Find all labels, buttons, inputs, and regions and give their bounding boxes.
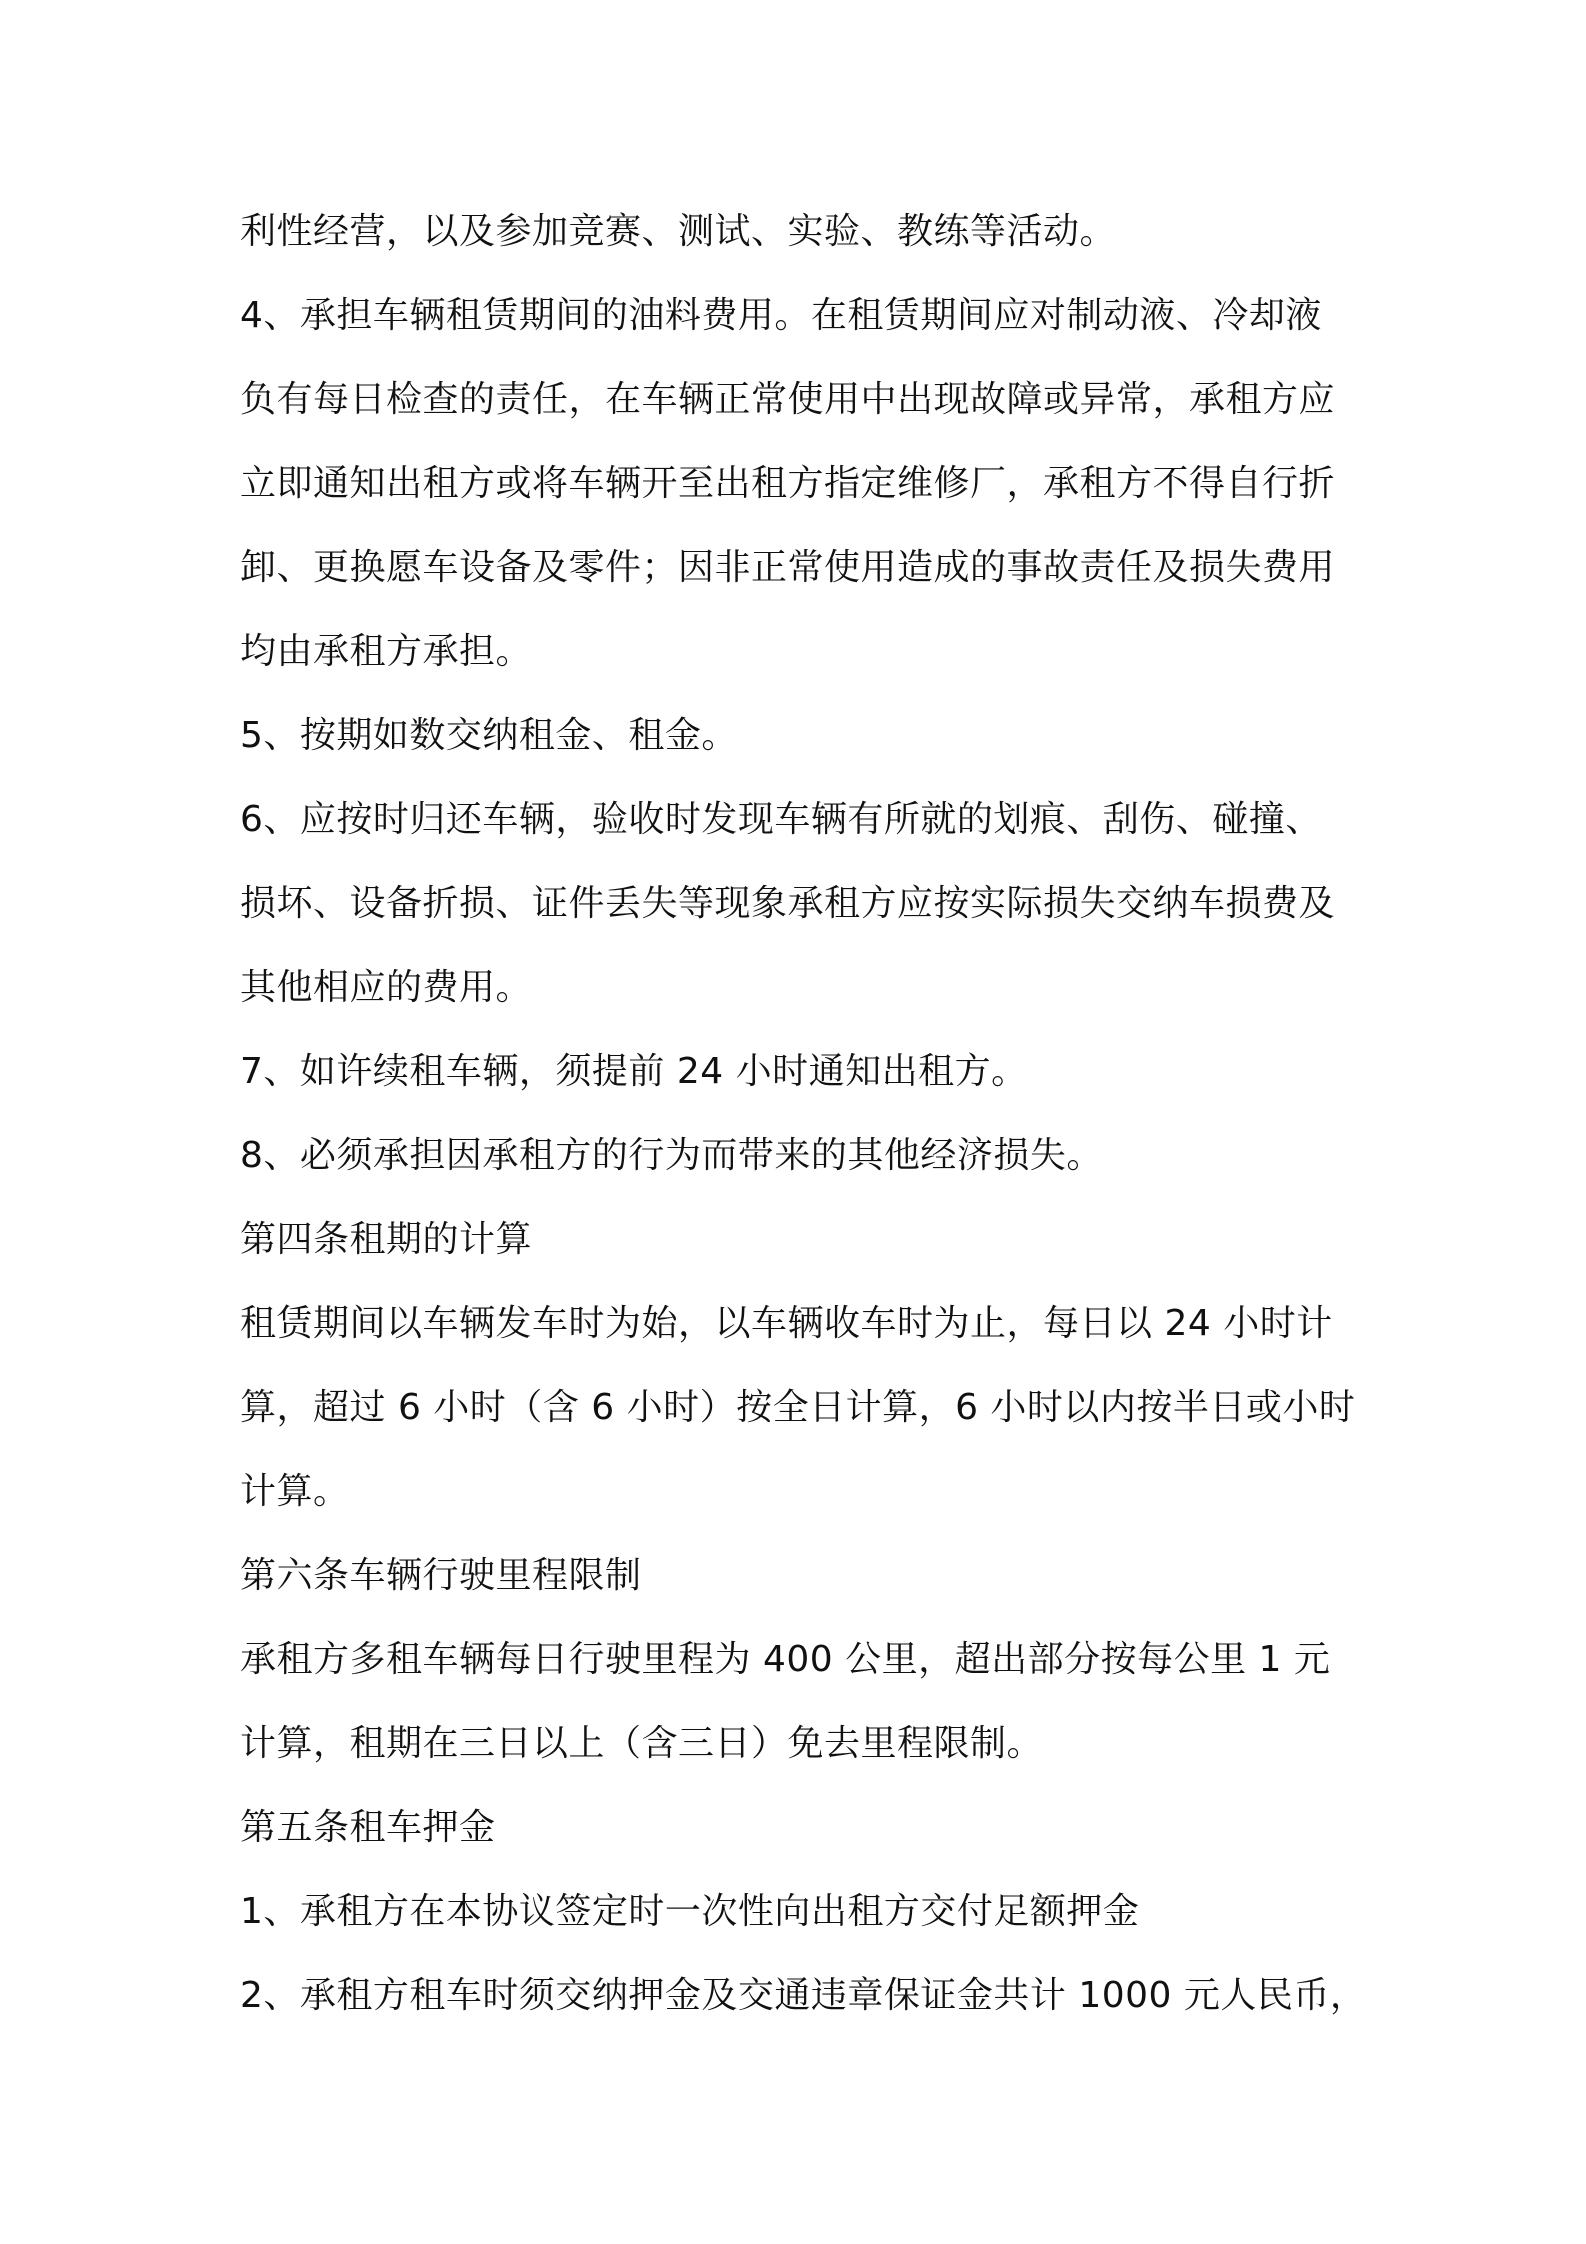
text-line: 7、如许续租车辆，须提前 24 小时通知出租方。 [240,1051,1028,1092]
text-line: 计算。 [240,1471,350,1512]
section-heading: 第五条租车押金 [240,1807,496,1848]
text-line: 5、按期如数交纳租金、租金。 [240,715,738,756]
text-line: 卸、更换愿车设备及零件；因非正常使用造成的事故责任及损失费用 [240,547,1336,588]
text-line: 均由承租方承担。 [240,631,533,672]
section-heading: 第四条租期的计算 [240,1219,533,1260]
text-line: 1、承租方在本协议签定时一次性向出租方交付足额押金 [240,1891,1140,1932]
text-line: 立即通知出租方或将车辆开至出租方指定维修厂，承租方不得自行折 [240,463,1336,504]
text-line: 其他相应的费用。 [240,967,533,1008]
text-line: 4、承担车辆租赁期间的油料费用。在租赁期间应对制动液、冷却液 [240,295,1322,336]
text-line: 2、承租方租车时须交纳押金及交通违章保证金共计 1000 元人民币， [240,1975,1367,2016]
text-line: 算，超过 6 小时（含 6 小时）按全日计算，6 小时以内按半日或小时 [240,1387,1356,1428]
text-line: 承租方多租车辆每日行驶里程为 400 公里，超出部分按每公里 1 元 [240,1639,1331,1680]
text-line: 租赁期间以车辆发车时为始，以车辆收车时为止，每日以 24 小时计 [240,1303,1333,1344]
text-line: 6、应按时归还车辆，验收时发现车辆有所就的划痕、刮伤、碰撞、 [240,799,1322,840]
text-line: 负有每日检查的责任，在车辆正常使用中出现故障或异常，承租方应 [240,379,1336,420]
section-heading: 第六条车辆行驶里程限制 [240,1555,642,1596]
document-body [240,190,1367,2038]
text-line: 8、必须承担因承租方的行为而带来的其他经济损失。 [240,1135,1103,1176]
text-line: 利性经营，以及参加竞赛、测试、实验、教练等活动。 [240,211,1117,252]
text-line: 损坏、设备折损、证件丢失等现象承租方应按实际损失交纳车损费及 [240,883,1336,924]
text-line: 计算，租期在三日以上（含三日）免去里程限制。 [240,1723,1044,1764]
